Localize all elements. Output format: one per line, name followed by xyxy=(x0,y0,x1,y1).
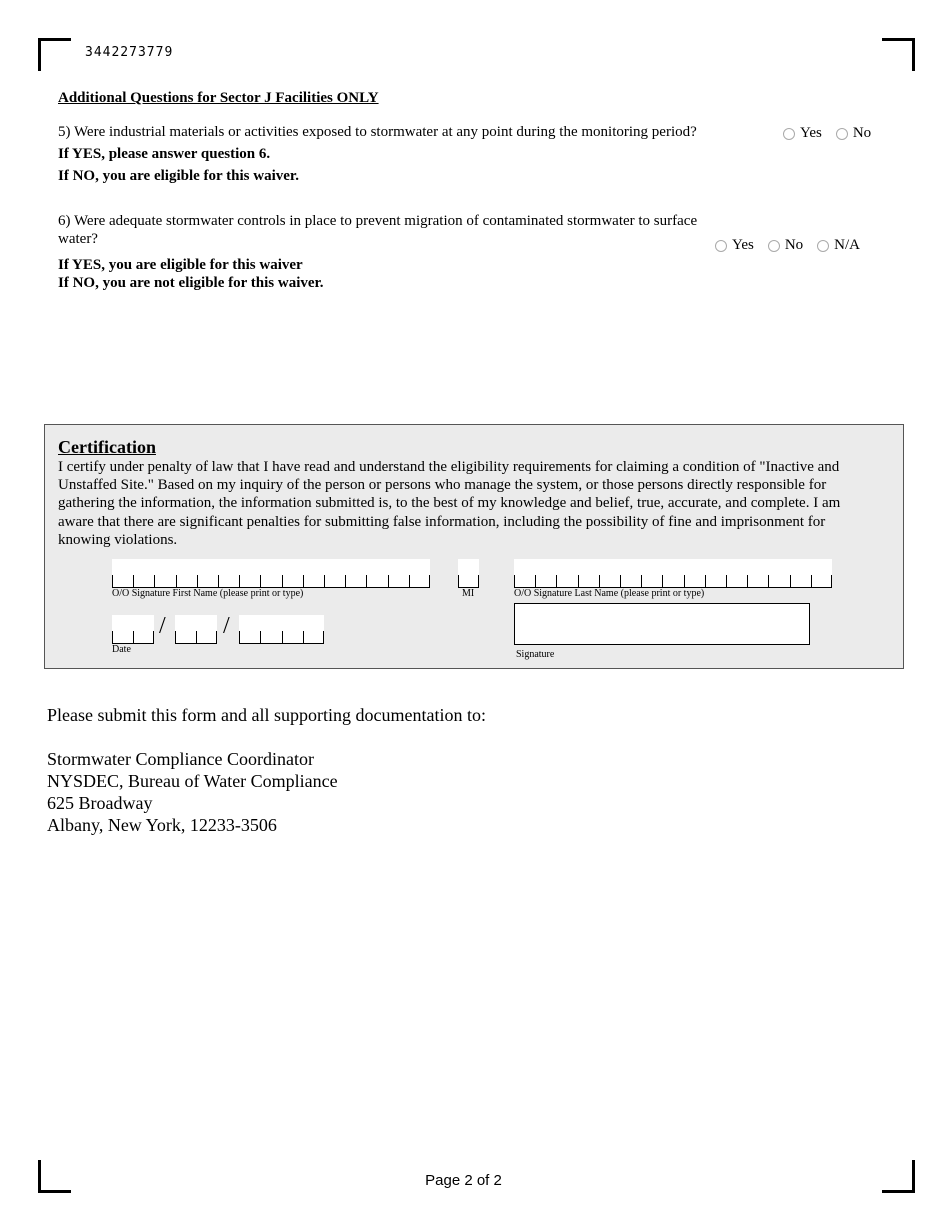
question-6-option-yes[interactable] xyxy=(715,237,754,254)
first-name-label: O/O Signature First Name (please print or type) xyxy=(112,588,304,599)
signature-field[interactable] xyxy=(514,603,810,645)
radio-icon[interactable] xyxy=(715,240,727,252)
question-5-note-no: If NO, you are eligible for this waiver. xyxy=(58,168,299,184)
question-6-option-no[interactable] xyxy=(768,237,803,254)
address-line-agency: NYSDEC, Bureau of Water Compliance xyxy=(47,771,338,791)
date-separator: / xyxy=(159,613,166,639)
last-name-label: O/O Signature Last Name (please print or type) xyxy=(514,588,705,599)
option-label: Yes xyxy=(732,237,754,253)
option-label: No xyxy=(784,237,804,253)
address-line-city: Albany, New York, 12233-3506 xyxy=(47,815,277,835)
radio-icon[interactable] xyxy=(783,128,795,140)
question-5-option-no[interactable] xyxy=(836,125,871,142)
certification-text: I certify under penalty of law that I have read and understand the eligibility requirements for claiming a condition of "Inactive and Unstaffed Site." Based on my inquiry of the person or persons who manage the system, or those persons directly responsible for gathering the information, the information submitted is, to the best of my knowledge and belief, true, accurate, and complete. I am aware that there are significant penalties for submitting false information, including the possibility of fine and imprisonment for knowing violations. xyxy=(58,459,841,548)
address-line-recipient: Stormwater Compliance Coordinator xyxy=(47,749,314,769)
question-5-text: 5) Were industrial materials or activities exposed to stormwater at any point during the monitoring period? xyxy=(58,124,697,140)
corner-mark-top-left xyxy=(38,38,71,71)
middle-initial-label: MI xyxy=(462,588,475,599)
date-label: Date xyxy=(112,644,131,655)
date-year-field[interactable] xyxy=(239,615,324,644)
question-6-option-na[interactable] xyxy=(817,237,860,254)
radio-icon[interactable] xyxy=(768,240,780,252)
signature-label: Signature xyxy=(516,649,555,660)
page-number: Page 2 of 2 xyxy=(425,1172,502,1189)
first-name-field[interactable] xyxy=(112,559,430,588)
document-id: 3442273779 xyxy=(85,45,174,60)
option-label: No xyxy=(852,125,872,141)
radio-icon[interactable] xyxy=(836,128,848,140)
question-6-radio-group xyxy=(701,237,860,254)
question-6-note-no: If NO, you are not eligible for this waiver. xyxy=(58,275,324,291)
question-5-note-yes: If YES, please answer question 6. xyxy=(58,146,271,162)
question-5-option-yes[interactable] xyxy=(783,125,822,142)
address-block xyxy=(47,748,338,836)
option-label: N/A xyxy=(834,237,861,253)
question-6-note-yes: If YES, you are eligible for this waiver xyxy=(58,257,303,273)
option-label: Yes xyxy=(800,125,822,141)
submit-instructions: Please submit this form and all supporting documentation to: xyxy=(47,705,486,725)
question-6-text: 6) Were adequate stormwater controls in place to prevent migration of contaminated stormwater to surface water? xyxy=(58,213,698,247)
section-title: Additional Questions for Sector J Facilities ONLY xyxy=(58,90,379,106)
address-line-street: 625 Broadway xyxy=(47,793,153,813)
middle-initial-field[interactable] xyxy=(458,559,479,588)
question-5-radio-group xyxy=(769,125,871,142)
last-name-field[interactable] xyxy=(514,559,832,588)
radio-icon[interactable] xyxy=(817,240,829,252)
date-month-field[interactable] xyxy=(112,615,154,644)
corner-mark-top-right xyxy=(882,38,915,71)
date-separator: / xyxy=(223,613,230,639)
date-day-field[interactable] xyxy=(175,615,217,644)
certification-title: Certification xyxy=(58,437,156,457)
